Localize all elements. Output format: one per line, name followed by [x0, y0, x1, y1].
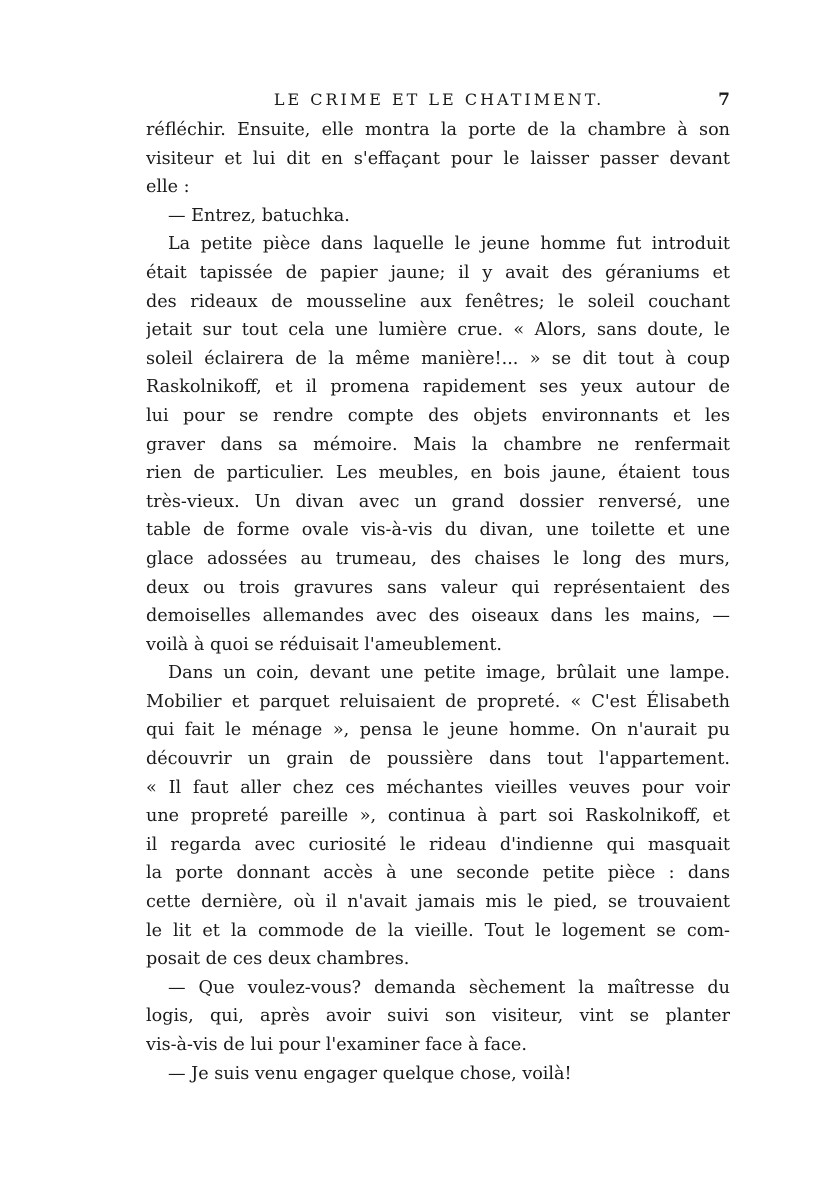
text-line: graver dans sa mémoire. Mais la chambre ne renfermait — [146, 434, 730, 455]
text-line: qui fait le ménage », pensa le jeune homme. On n'aurait pu — [146, 720, 730, 741]
text-line: la porte donnant accès à une seconde petite pièce : dans — [146, 863, 730, 884]
text-line: table de forme ovale vis-à-vis du divan, une toilette et une — [146, 520, 730, 541]
body-text — [146, 116, 730, 1088]
text-line: Raskolnikoff, et il promena rapidement ses yeux autour de — [146, 377, 730, 398]
text-line: cette dernière, où il n'avait jamais mis le pied, se trouvaient — [146, 892, 730, 913]
text-line: demoiselles allemandes avec des oiseaux dans les mains, — — [146, 606, 730, 627]
text-line: logis, qui, après avoir suivi son visiteur, vint se planter — [146, 1006, 730, 1027]
text-line: visiteur et lui dit en s'effaçant pour le laisser passer devant — [146, 148, 730, 169]
text-line: soleil éclairera de la même manière!... » se dit tout à coup — [146, 348, 730, 369]
text-line: vis-à-vis de lui pour l'examiner face à face. — [146, 1035, 527, 1055]
text-line: une propreté pareille », continua à part soi Raskolnikoff, et — [146, 806, 730, 827]
running-title: LE CRIME ET LE CHATIMENT. — [273, 90, 605, 109]
text-line: lui pour se rendre compte des objets environnants et les — [146, 405, 730, 426]
text-line: jetait sur tout cela une lumière crue. « Alors, sans doute, le — [146, 320, 730, 341]
text-line: Mobilier et parquet reluisaient de propreté. « C'est Élisabeth — [146, 691, 730, 712]
text-line: le lit et la commode de la vieille. Tout le logement se com- — [146, 920, 730, 941]
text-line: posait de ces deux chambres. — [146, 949, 410, 970]
text-line: La petite pièce dans laquelle le jeune homme fut introduit — [168, 234, 730, 255]
running-head — [148, 90, 730, 112]
text-line: réfléchir. Ensuite, elle montra la porte de la chambre à son — [146, 120, 730, 140]
text-line: — Entrez, batuchka. — [168, 205, 350, 226]
text-line: elle : — [146, 177, 190, 198]
text-line: Dans un coin, devant une petite image, brûlait une lampe. — [168, 663, 730, 684]
text-line: « Il faut aller chez ces méchantes vieilles veuves pour voir — [146, 777, 730, 798]
page-number: 7 — [718, 90, 730, 110]
text-line: glace adossées au trumeau, des chaises le long des murs, — [146, 548, 730, 569]
text-line: — Je suis venu engager quelque chose, voilà! — [168, 1063, 572, 1084]
text-line: rien de particulier. Les meubles, en bois jaune, étaient tous — [146, 463, 730, 484]
text-line: était tapissée de papier jaune; il y avait des géraniums et — [146, 262, 730, 283]
text-line: — Que voulez-vous? demanda sèchement la maîtresse du — [168, 977, 730, 998]
text-line: découvrir un grain de poussière dans tout l'appartement. — [146, 749, 730, 770]
text-line: très-vieux. Un divan avec un grand dossier renversé, une — [146, 491, 730, 512]
text-line: voilà à quoi se réduisait l'ameublement. — [146, 634, 503, 655]
text-line: des rideaux de mousseline aux fenêtres; le soleil couchant — [146, 291, 730, 312]
text-line: deux ou trois gravures sans valeur qui représentaient des — [146, 577, 730, 598]
text-line: il regarda avec curiosité le rideau d'indienne qui masquait — [146, 834, 730, 855]
